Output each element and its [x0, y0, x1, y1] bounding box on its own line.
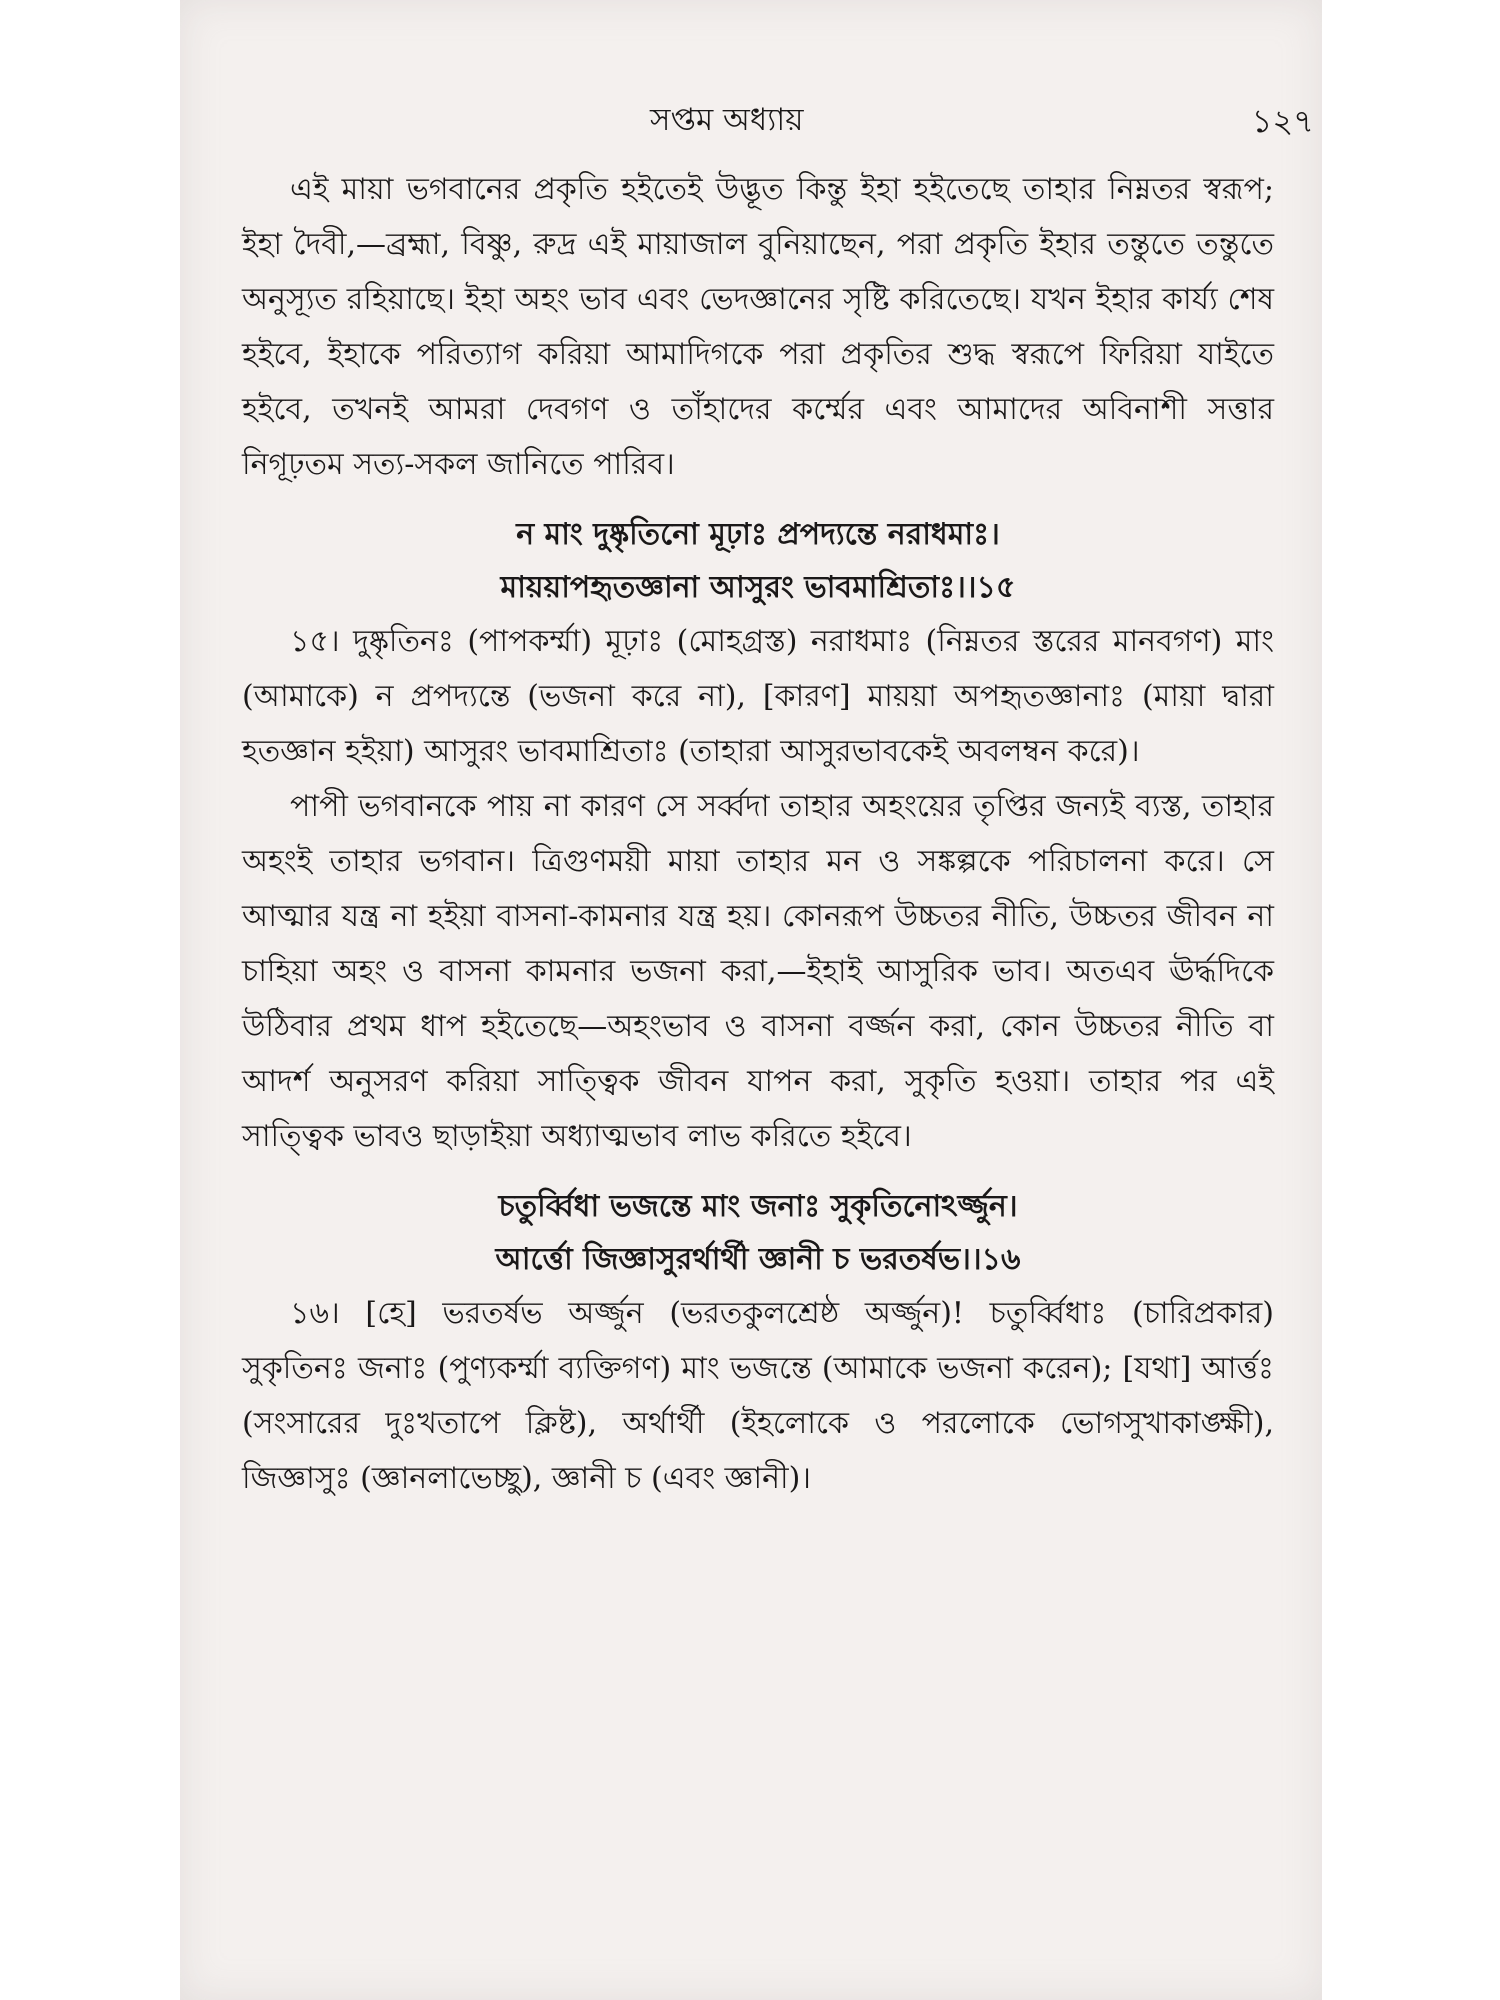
paragraph-4: ১৬। [হে] ভরতর্ষভ অর্জ্জুন (ভরতকুলশ্রেষ্ঠ অর্জ্জুন)! চতুর্ব্বিধাঃ (চারিপ্রকার) সুকৃতিনঃ জনাঃ (পুণ্যকর্ম্মা ব্যক্তিগণ) মাং ভজন্তে (আমাকে ভজনা করেন); [যথা] আর্ত্তঃ (সংসারের দুঃখতাপে ক্লিষ্ট), অর্থার্থী (ইহলোকে ও পরলোকে ভোগসুখাকাঙ্ক্ষী), জিজ্ঞাসুঃ (জ্ঞানলাভেচ্ছু), জ্ঞানী চ (এবং জ্ঞানী)।: [242, 1296, 1274, 1496]
verse-15: [242, 508, 1274, 614]
chapter-title: সপ্তম অধ্যায়: [650, 102, 804, 138]
verse-16-line-1: চতুর্ব্বিধা ভজন্তে মাং জনাঃ সুকৃতিনোঽর্জ্জুন।: [498, 1189, 1018, 1224]
verse-15-line-1: ন মাং দুষ্কৃতিনো মূঢ়াঃ প্রপদ্যন্তে নরাধমাঃ।: [516, 517, 1000, 552]
page-number: ১২৭: [1251, 102, 1314, 140]
verse-16-line-2: আর্ত্তো জিজ্ঞাসুরর্থার্থী জ্ঞানী চ ভরতর্ষভ।।১৬: [495, 1242, 1021, 1277]
verse-16: [242, 1180, 1274, 1286]
paragraph-2: ১৫। দুষ্কৃতিনঃ (পাপকর্ম্মা) মূঢ়াঃ (মোহগ্রস্ত) নরাধমাঃ (নিম্নতর স্তরের মানবগণ) মাং (আমাকে) ন প্রপদ্যন্তে (ভজনা করে না), [কারণ] মায়য়া অপহৃতজ্ঞানাঃ (মায়া দ্বারা হতজ্ঞান হইয়া) আসুরং ভাবমাশ্রিতাঃ (তাহারা আসুরভাবকেই অবলম্বন করে)।: [242, 624, 1274, 769]
page-body: [242, 162, 1274, 1506]
book-page: [180, 0, 1322, 2000]
paragraph-1: এই মায়া ভগবানের প্রকৃতি হইতেই উদ্ভূত কিন্তু ইহা হইতেছে তাহার নিম্নতর স্বরূপ; ইহা দৈবী,—ব্রহ্মা, বিষ্ণু, রুদ্র এই মায়াজাল বুনিয়াছেন, পরা প্রকৃতি ইহার তন্তুতে তন্তুতে অনুস্যূত রহিয়াছে। ইহা অহং ভাব এবং ভেদজ্ঞানের সৃষ্টি করিতেছে। যখন ইহার কার্য্য শেষ হইবে, ইহাকে পরিত্যাগ করিয়া আমাদিগকে পরা প্রকৃতির শুদ্ধ স্বরূপে ফিরিয়া যাইতে হইবে, তখনই আমরা দেবগণ ও তাঁহাদের কর্ম্মের এবং আমাদের অবিনাশী সত্তার নিগূঢ়তম সত্য-সকল জানিতে পারিব।: [242, 172, 1274, 482]
verse-15-line-2: মায়য়াপহৃতজ্ঞানা আসুরং ভাবমাশ্রিতাঃ।।১৫: [500, 570, 1016, 605]
paragraph-3: পাপী ভগবানকে পায় না কারণ সে সর্ব্বদা তাহার অহংয়ের তৃপ্তির জন্যই ব্যস্ত, তাহার অহংই তাহার ভগবান। ত্রিগুণময়ী মায়া তাহার মন ও সঙ্কল্পকে পরিচালনা করে। সে আত্মার যন্ত্র না হইয়া বাসনা-কামনার যন্ত্র হয়। কোনরূপ উচ্চতর নীতি, উচ্চতর জীবন না চাহিয়া অহং ও বাসনা কামনার ভজনা করা,—ইহাই আসুরিক ভাব। অতএব ঊর্দ্ধদিকে উঠিবার প্রথম ধাপ হইতেছে—অহংভাব ও বাসনা বর্জ্জন করা, কোন উচ্চতর নীতি বা আদর্শ অনুসরণ করিয়া সাত্ত্বিক জীবন যাপন করা, সুকৃতি হওয়া। তাহার পর এই সাত্ত্বিক ভাবও ছাড়াইয়া অধ্যাত্মভাব লাভ করিতে হইবে।: [242, 789, 1274, 1154]
